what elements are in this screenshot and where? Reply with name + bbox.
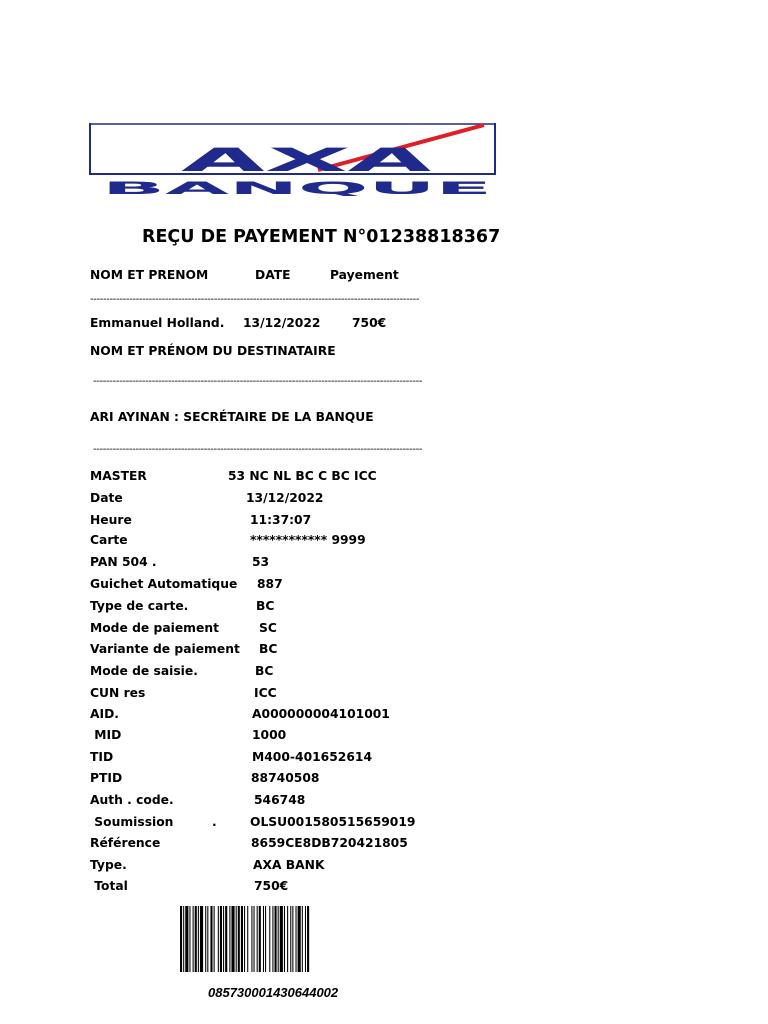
- detail-key: MID: [90, 728, 122, 742]
- barcode-bar: [284, 906, 285, 972]
- barcode-bar: [193, 906, 194, 972]
- detail-value: 887: [257, 577, 283, 591]
- detail-value: BC: [256, 599, 275, 613]
- separator: -----------------------------------------------------------------------------------------------------: [93, 376, 423, 387]
- barcode-bar: [272, 906, 273, 972]
- barcode-bar: [183, 906, 184, 972]
- detail-value: 546748: [254, 793, 306, 807]
- barcode-bar: [307, 906, 309, 972]
- barcode-bar: [280, 906, 283, 972]
- detail-key: Mode de paiement: [90, 621, 219, 635]
- detail-key: Mode de saisie.: [90, 664, 198, 678]
- barcode-bar: [189, 906, 190, 972]
- barcode-bar: [180, 906, 182, 972]
- detail-key: Type de carte.: [90, 599, 189, 613]
- sender-date: 13/12/2022: [243, 316, 321, 330]
- logo-subtitle-text: BANQUE: [102, 179, 492, 196]
- axa-banque-logo: [88, 122, 500, 196]
- detail-value: SC: [259, 621, 277, 635]
- barcode-bar: [185, 906, 188, 972]
- detail-value: 53 NC NL BC C BC ICC: [228, 469, 377, 483]
- detail-key: Soumission .: [90, 815, 217, 829]
- detail-key: Guichet Automatique: [90, 577, 238, 591]
- barcode-bar: [220, 906, 222, 972]
- barcode-bar: [275, 906, 277, 972]
- detail-value: 13/12/2022: [246, 491, 324, 505]
- barcode-bar: [238, 906, 240, 972]
- detail-key: Auth . code.: [90, 793, 174, 807]
- barcode-bar: [287, 906, 288, 972]
- barcode-bar: [225, 906, 227, 972]
- detail-value: BC: [259, 642, 278, 656]
- header-name: NOM ET PRENOM: [90, 268, 209, 282]
- sender-amount: 750€: [352, 316, 387, 330]
- detail-key: Carte: [90, 533, 128, 547]
- barcode: [180, 906, 390, 972]
- detail-value: M400-401652614: [252, 750, 373, 764]
- barcode-bar: [218, 906, 219, 972]
- barcode-bar: [259, 906, 261, 972]
- barcode-bar: [254, 906, 255, 972]
- detail-value: A000000004101001: [252, 707, 390, 721]
- detail-value: BC: [255, 664, 274, 678]
- detail-key: AID.: [90, 707, 119, 721]
- detail-key: Date: [90, 491, 123, 505]
- detail-value: 88740508: [251, 771, 320, 785]
- receipt-title-text: REÇU DE PAYEMENT N°01238818367: [142, 227, 501, 247]
- barcode-bar: [278, 906, 279, 972]
- barcode-bar: [223, 906, 224, 972]
- recipient-label: NOM ET PRÉNOM DU DESTINATAIRE: [90, 344, 336, 358]
- detail-value: OLSU001580515659019: [250, 815, 416, 829]
- barcode-bar: [236, 906, 237, 972]
- detail-key: Total: [90, 879, 128, 893]
- barcode-bar: [229, 906, 230, 972]
- barcode-bar: [269, 906, 270, 972]
- barcode-bar: [231, 906, 234, 972]
- header-payment: Payement: [330, 268, 399, 282]
- barcode-bar: [198, 906, 199, 972]
- barcode-bar: [305, 906, 306, 972]
- detail-value: ICC: [254, 686, 277, 700]
- barcode-bar: [263, 906, 264, 972]
- detail-key: PTID: [90, 771, 123, 785]
- barcode-bar: [210, 906, 212, 972]
- barcode-bar: [292, 906, 293, 972]
- separator: -----------------------------------------------------------------------------------------------------: [93, 444, 423, 455]
- detail-key: MASTER: [90, 469, 147, 483]
- detail-key: Référence: [90, 836, 161, 850]
- detail-key: TID: [90, 750, 114, 764]
- detail-value: 750€: [254, 879, 289, 893]
- detail-value: ************ 9999: [250, 533, 366, 547]
- barcode-bar: [247, 906, 248, 972]
- barcode-bar: [298, 906, 301, 972]
- barcode-bar: [302, 906, 303, 972]
- recipient-name: ARI AYINAN : SECRÉTAIRE DE LA BANQUE: [90, 410, 374, 424]
- barcode-bar: [244, 906, 245, 972]
- barcode-number: 085730001430644002: [208, 985, 339, 1000]
- logo-mark-text: AXA: [179, 141, 260, 179]
- barcode-bar: [251, 906, 252, 972]
- detail-key: Heure: [90, 513, 132, 527]
- barcode-bar: [241, 906, 243, 972]
- header-date: DATE: [255, 268, 291, 282]
- sender-name: Emmanuel Holland.: [90, 316, 225, 330]
- barcode-bar: [214, 906, 215, 972]
- detail-key: Variante de paiement: [90, 642, 240, 656]
- barcode-bar: [265, 906, 266, 972]
- barcode-bar: [195, 906, 197, 972]
- detail-key: Type.: [90, 858, 127, 872]
- detail-value: AXA BANK: [253, 858, 325, 872]
- barcode-bar: [296, 906, 297, 972]
- detail-value: 8659CE8DB720421805: [251, 836, 408, 850]
- detail-key: CUN res: [90, 686, 146, 700]
- detail-value: 53: [252, 555, 270, 569]
- separator: -----------------------------------------------------------------------------------------------------: [90, 294, 420, 305]
- detail-value: 11:37:07: [250, 513, 312, 527]
- detail-value: 1000: [252, 728, 287, 742]
- barcode-bar: [205, 906, 206, 972]
- barcode-bar: [257, 906, 258, 972]
- barcode-bar: [200, 906, 203, 972]
- barcode-bar: [207, 906, 208, 972]
- barcode-bar: [290, 906, 291, 972]
- detail-key: PAN 504 .: [90, 555, 157, 569]
